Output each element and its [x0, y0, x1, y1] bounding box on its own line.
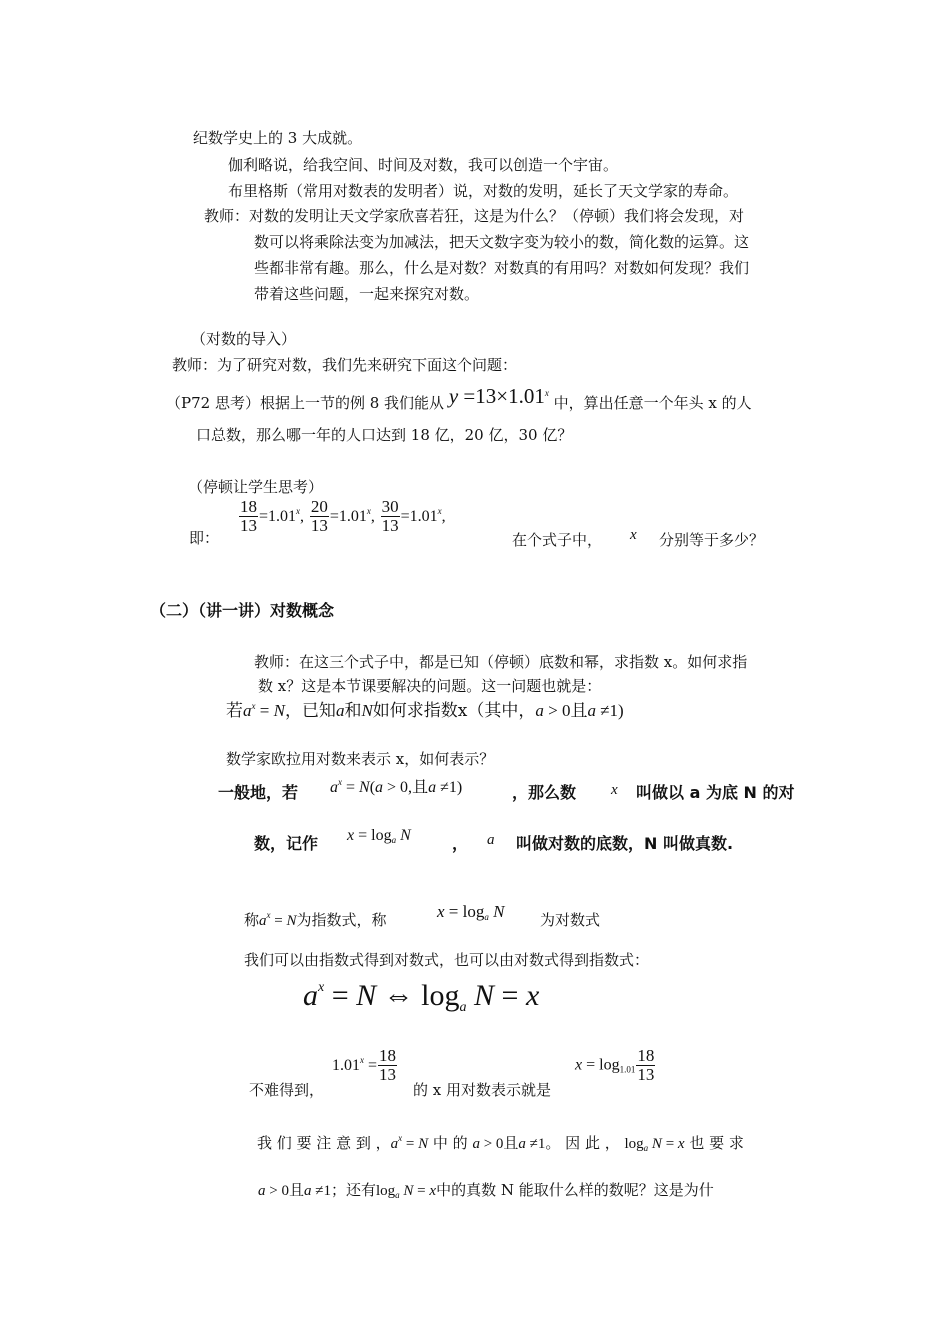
text-line: 带着这些问题，一起来探究对数。 — [254, 285, 480, 303]
subheading: （对数的导入） — [191, 330, 297, 348]
label-ji: 即： — [189, 529, 220, 547]
definition-line: 一般地，若 — [218, 783, 299, 802]
text-line: 些都非常有趣。那么，什么是对数？对数真的有用吗？对数如何发现？我们 — [254, 259, 750, 277]
example-log: $x = \log_{1.01}$ $\frac{18}{13}$ — [575, 1046, 655, 1084]
log-notation: $x = \log_a N$ — [347, 827, 411, 845]
text-line: a > 0且a ≠1；还有$\log_a N = x$中的真数 N 能取什么样的数呢？这是为什 — [258, 1181, 714, 1200]
text-line: （P72 思考）根据上一节的例 8 我们能从 $y =13\times 1.01^x$ 中，算出任意一个年头 x 的人 — [166, 384, 752, 412]
definition-line: ，那么数 — [512, 783, 577, 802]
text-line: 称$a^x = N$为指数式，称 — [244, 910, 387, 929]
text-line: 教师：为了研究对数，我们先来研究下面这个问题： — [172, 356, 518, 374]
population-formula: $y =13\times 1.01^x$ — [448, 384, 549, 408]
text-line: 数学家欧拉用对数来表示 x，如何表示？ — [226, 750, 495, 768]
fraction: $\frac{20}{13}$ — [310, 497, 328, 535]
definition-line: 数，记作 — [254, 834, 319, 853]
definition-line: 叫做以 a 为底 N 的对 — [636, 783, 795, 802]
text-line: 在个式子中， — [512, 531, 603, 549]
definition-formula: $a^x = N(a > 0$,且a ≠1) — [330, 777, 463, 796]
section-heading: （二）（讲一讲）对数概念 — [150, 601, 335, 620]
text-line: 教师：在这三个式子中，都是已知（停顿）底数和幂，求指数 x。如何求指 — [254, 653, 748, 671]
text-line: 布里格斯（常用对数表的发明者）说，对数的发明，延长了天文学家的寿命。 — [228, 182, 739, 200]
text-line: 伽利略说，给我空间、时间及对数，我可以创造一个宇宙。 — [228, 156, 619, 174]
log-form: $x = \log_a N$ — [437, 902, 505, 922]
text-line: 为对数式 — [540, 911, 601, 929]
text-line: 数可以将乘除法变为加减法，把天文数字变为较小的数，简化数的运算。这 — [254, 233, 750, 251]
fraction: $\frac{18}{13}$ — [240, 497, 257, 535]
text-line: 纪数学史上的 3 大成就。 — [193, 129, 363, 147]
text-line: 分别等于多少？ — [659, 531, 765, 549]
text-line: 口总数，那么哪一年的人口达到 18 亿，20 亿，30 亿？ — [196, 426, 573, 444]
text-line: 不难得到， — [249, 1081, 325, 1099]
text-line: 我 们 要 注 意 到 ，$a^x = N$ 中 的 a > 0且a ≠1。 因 此 ， $\log_a N = x$ 也 要 求 — [257, 1133, 744, 1153]
example-equation: $1.01^x$ = $\frac{18}{13}$ — [332, 1046, 397, 1084]
text-line: 数 x？这是本节课要解决的问题。这一问题也就是： — [258, 677, 602, 695]
fraction: $\frac{30}{13}$ — [381, 497, 399, 535]
text-line: 的 x 用对数表示就是 — [413, 1081, 551, 1099]
variable-a: a — [487, 832, 495, 848]
text-line: 我们可以由指数式得到对数式，也可以由对数式得到指数式： — [244, 951, 650, 969]
equivalence-formula: $a^x = N$ ⇔ $\log_a N = x$ — [303, 979, 540, 1015]
problem-statement: 若$a^x = N$，已知a和N如何求指数x（其中，a > 0且a ≠1) — [226, 701, 624, 721]
text-line: （停顿让学生思考） — [188, 478, 324, 496]
definition-line: 叫做对数的底数，N 叫做真数. — [516, 834, 734, 853]
variable-x: x — [611, 782, 618, 798]
variable-x: x — [630, 527, 637, 543]
text-line: 教师：对数的发明让天文学家欣喜若狂，这是为什么？（停顿）我们将会发现，对 — [204, 207, 745, 225]
definition-line: ， — [452, 834, 469, 853]
equation-row: $\frac{18}{13}$ $=1.01^x$, $\frac{20}{13}$ $=1.01^x$, $\frac{30}{13}$ $=1.01^x$, — [240, 497, 446, 535]
